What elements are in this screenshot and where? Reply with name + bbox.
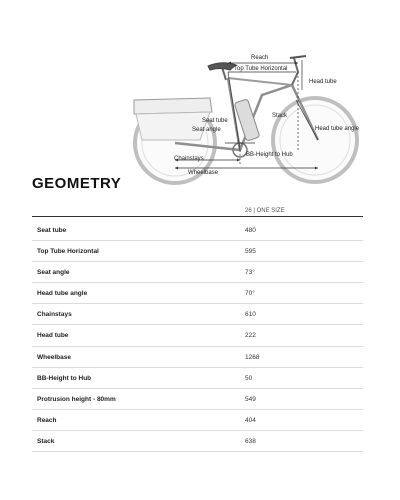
- header-divider: [32, 216, 363, 217]
- table-row: [32, 304, 363, 325]
- table-row: [32, 347, 363, 368]
- row-label: Seat angle: [37, 269, 70, 277]
- row-label: Protrusion height - 80mm: [37, 395, 116, 403]
- label-chainstays: Chainstays: [174, 156, 204, 162]
- row-value: 222: [245, 332, 256, 340]
- row-value: 595: [245, 248, 256, 256]
- row-value: 404: [245, 416, 256, 424]
- row-value: 549: [245, 395, 256, 403]
- row-value: 1268: [245, 353, 260, 361]
- table-row: [32, 410, 363, 431]
- table-row: [32, 368, 363, 389]
- label-seat-angle: Seat angle: [192, 127, 221, 133]
- row-label: Reach: [37, 416, 57, 424]
- saddle: [208, 63, 236, 70]
- geometry-diagram: [0, 0, 400, 185]
- row-label: Head tube angle: [37, 290, 88, 298]
- table-row: [32, 283, 363, 304]
- row-value: 50: [245, 374, 253, 382]
- row-value: 73°: [245, 269, 255, 277]
- label-head-tube-angle: Head tube angle: [315, 126, 360, 132]
- row-value: 70°: [245, 290, 255, 298]
- label-head-tube: Head tube: [309, 79, 337, 85]
- label-wheelbase: Wheelbase: [188, 170, 219, 176]
- row-value: 480: [245, 227, 256, 234]
- row-label: Seat tube: [37, 227, 67, 234]
- row-label: Wheelbase: [37, 353, 71, 361]
- row-value: 638: [245, 437, 256, 445]
- geometry-table: [32, 220, 363, 452]
- row-label: Head tube: [37, 332, 69, 340]
- row-label: Top Tube Horizontal: [37, 248, 99, 256]
- table-row: [32, 262, 363, 283]
- section-title: GEOMETRY: [32, 175, 122, 192]
- row-value: 610: [245, 311, 256, 319]
- size-column-header: 26 | ONE SIZE: [245, 208, 285, 214]
- label-bb-height-to-hub: BB-Height to Hub: [246, 152, 293, 158]
- label-stack: Stack: [272, 113, 288, 119]
- label-top-tube-horizontal: Top Tube Horizontal: [234, 66, 288, 72]
- label-reach: Reach: [251, 55, 269, 61]
- table-row: [32, 431, 363, 452]
- label-seat-tube: Seat tube: [202, 118, 228, 124]
- row-label: Stack: [37, 437, 55, 445]
- row-label: Chainstays: [37, 311, 72, 319]
- table-row: [32, 241, 363, 262]
- table-row: [32, 220, 363, 241]
- table-row: [32, 325, 363, 346]
- rear-rack: [134, 98, 212, 114]
- row-label: BB-Height to Hub: [37, 374, 92, 382]
- table-row: [32, 389, 363, 410]
